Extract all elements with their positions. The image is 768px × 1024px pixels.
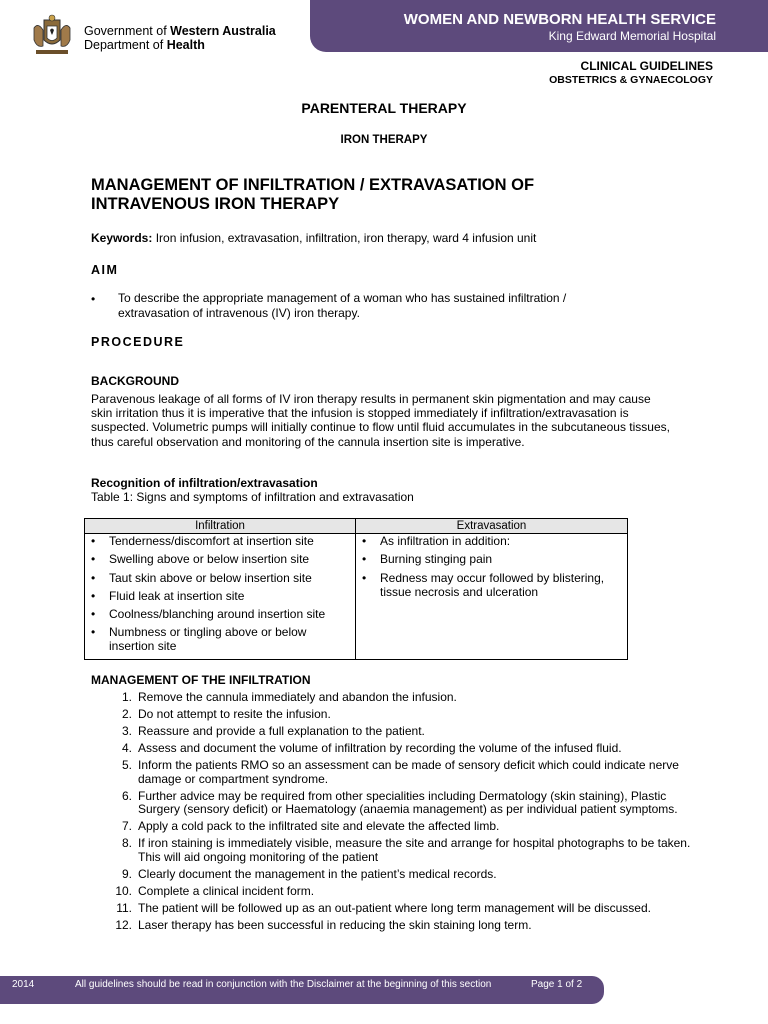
list-item (108, 885, 698, 899)
step-number: 1. (121, 690, 132, 704)
list-item (108, 868, 698, 882)
step-number: 8. (121, 836, 132, 851)
list-item: • Redness may occur followed by blistering, tissue necrosis and ulceration (356, 571, 618, 599)
service-title: WOMEN AND NEWBORN HEALTH SERVICE (403, 11, 716, 28)
keywords (91, 231, 536, 245)
table-caption: Table 1: Signs and symptoms of infiltration and extravasation (91, 490, 414, 504)
bullet-icon: • (91, 292, 96, 306)
list-item (108, 919, 698, 933)
coat-of-arms-icon (30, 14, 74, 58)
recognition-heading: Recognition of infiltration/extravasation (91, 476, 318, 490)
step-text: Remove the cannula immediately and abandon the infusion. (138, 690, 457, 704)
extravasation-list (356, 534, 618, 603)
service-banner (310, 0, 768, 52)
specialty-label: OBSTETRICS & GYNAECOLOGY (549, 74, 713, 86)
step-number: 10. (115, 883, 132, 898)
management-steps (108, 691, 698, 936)
list-item (108, 790, 698, 817)
keywords-text: Iron infusion, extravasation, infiltration, iron therapy, ward 4 infusion unit (152, 231, 537, 245)
step-number: 7. (121, 819, 132, 834)
footer-year: 2014 (12, 979, 35, 990)
list-item: • As infiltration in addition: (356, 534, 618, 548)
step-number: 2. (121, 706, 132, 721)
step-text: The patient will be followed up as an out-patient where long term management will be discussed. (138, 900, 651, 915)
step-number: 12. (115, 917, 132, 932)
management-heading: MANAGEMENT OF THE INFILTRATION (91, 673, 311, 687)
step-text: Laser therapy has been successful in reducing the skin staining long term. (138, 917, 532, 932)
list-item: • Swelling above or below insertion site (85, 552, 347, 566)
column-header-infiltration: Infiltration (195, 520, 245, 532)
document-title-line1: MANAGEMENT OF INFILTRATION / EXTRAVASATION OF (91, 176, 535, 194)
step-text: Do not attempt to resite the infusion. (138, 706, 331, 721)
background-heading: BACKGROUND (91, 374, 179, 388)
document-title-line2: INTRAVENOUS IRON THERAPY (91, 195, 340, 213)
step-text: Complete a clinical incident form. (138, 883, 315, 898)
government-logo (22, 12, 290, 58)
step-text: Reassure and provide a full explanation to the patient. (138, 723, 425, 738)
list-item (108, 708, 698, 722)
hospital-name: King Edward Memorial Hospital (548, 29, 716, 43)
page-footer (0, 976, 604, 1004)
step-number: 4. (121, 740, 132, 755)
step-number: 9. (121, 866, 132, 881)
department-name: Department of Health (84, 38, 205, 52)
symptoms-table (84, 518, 628, 660)
background-text: Paravenous leakage of all forms of IV iron therapy results in permanent skin pigmentation and may cause skin irritation thus it is imperative that the infusion is stopped immediately if infiltration/extravasation is suspected. Volumetric pumps will initially continue to flow until fluid accumulates in the subcutaneous tissues, thus careful observation and monitoring of the cannula insertion site is imperative. (91, 392, 670, 449)
subsection-title: IRON THERAPY (340, 134, 428, 146)
government-name: Government of Western Australia (84, 24, 276, 38)
list-item (108, 725, 698, 739)
list-item (108, 759, 698, 786)
step-text: Apply a cold pack to the infiltrated site and elevate the affected limb. (138, 819, 500, 834)
keywords-label: Keywords: (91, 231, 153, 245)
list-item (108, 902, 698, 916)
step-text: Assess and document the volume of infiltration by recording the volume of the infused fluid. (138, 740, 622, 755)
aim-text: To describe the appropriate management of a woman who has sustained infiltration / extravasation of intravenous (IV) iron therapy. (118, 291, 567, 320)
section-title: PARENTERAL THERAPY (301, 100, 467, 116)
step-number: 11. (116, 900, 132, 915)
clinical-guidelines-label: CLINICAL GUIDELINES (580, 59, 713, 73)
footer-disclaimer: All guidelines should be read in conjunction with the Disclaimer at the beginning of this section (75, 979, 492, 990)
step-text: If iron staining is immediately visible, measure the site and arrange for hospital photographs to be taken. This will aid ongoing monitoring of the patient (138, 836, 691, 864)
list-item (108, 820, 698, 834)
list-item: • Fluid leak at insertion site (85, 589, 347, 603)
step-number: 3. (121, 723, 132, 738)
step-number: 5. (121, 757, 132, 772)
list-item: • Taut skin above or below insertion site (85, 571, 347, 585)
column-header-extravasation: Extravasation (456, 520, 527, 532)
procedure-heading: PROCEDURE (91, 335, 185, 349)
list-item: • Coolness/blanching around insertion site (85, 607, 347, 621)
list-item (108, 691, 698, 705)
page-number: Page 1 of 2 (531, 979, 583, 990)
list-item: • Tenderness/discomfort at insertion site (85, 534, 347, 548)
list-item: • Numbness or tingling above or below insertion site (85, 625, 347, 653)
list-item (108, 742, 698, 756)
step-text: Inform the patients RMO so an assessment can be made of sensory deficit which could indicate nerve damage or compartment syndrome. (138, 757, 679, 786)
step-text: Further advice may be required from other specialities including Dermatology (skin staining), Plastic Surgery (sensory deficit) or Haematology (anaemia management) as per individual patient symptoms. (138, 788, 678, 817)
step-number: 6. (121, 788, 132, 803)
list-item: • Burning stinging pain (356, 552, 618, 566)
list-item (108, 837, 698, 864)
step-text: Clearly document the management in the patient’s medical records. (138, 866, 497, 881)
aim-heading: AIM (91, 263, 119, 277)
infiltration-list (85, 534, 347, 658)
